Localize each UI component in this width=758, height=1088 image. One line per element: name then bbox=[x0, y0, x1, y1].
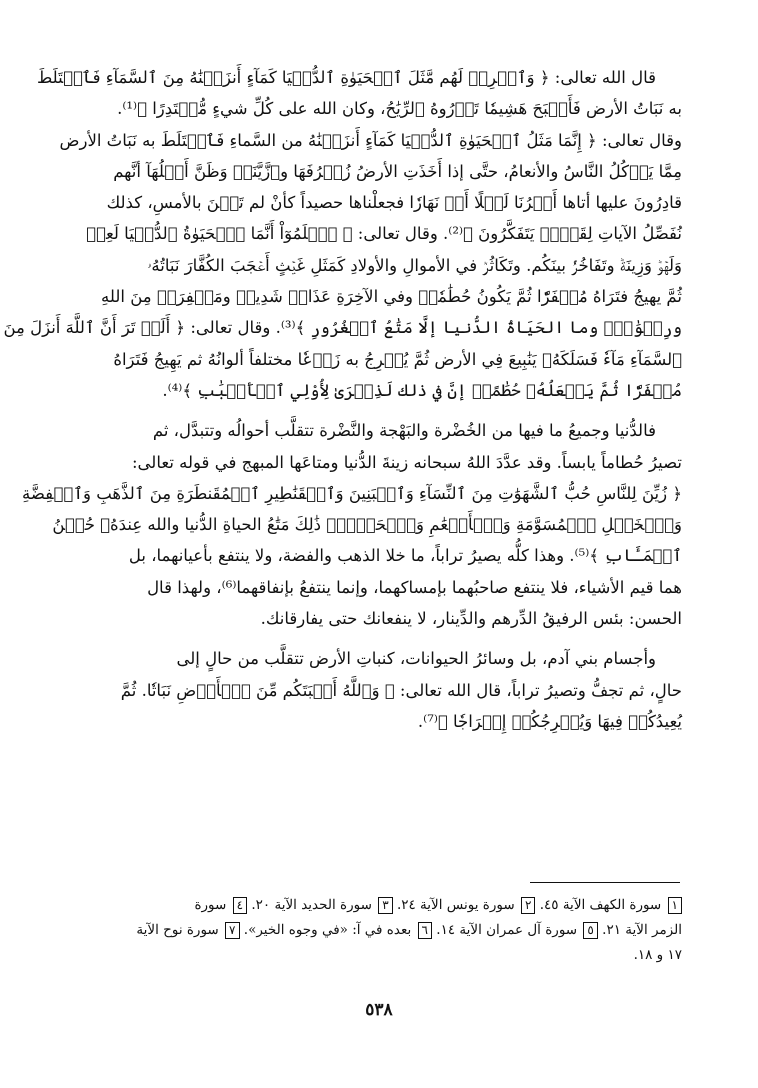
text-line: وأجسام بني آدم، بل وسائرُ الحيوانات، كنباتِ الأرض تتقلَّب من حالٍ إلى bbox=[176, 649, 656, 669]
footnote-text: سورة الكهف الآية ٤٥. bbox=[539, 897, 662, 913]
footnote-text: الزمر الآية ٢١. bbox=[602, 922, 682, 938]
text-line: وقال تعالى: ﴿ إِنَّمَا مَثَلُ ٱلۡحَيَوٰةِ ٱلدُّنۡيَا كَمَآءٍ أَنزَلۡنَٰهُ من السَّماءِ فَٱخۡتَلَطَ به نَبَاتُ الأرض bbox=[59, 130, 682, 150]
footnote-number: ٣ bbox=[378, 897, 392, 914]
text-line: فالدُّنيا وجميعُ ما فيها من الخُضْرة والبَهْجة والنَّضْرة تتقلَّب أحوالُه وتتبدَّل، ثم bbox=[152, 421, 656, 441]
text-line: قال الله تعالى: ﴿ وَٱضۡرِبۡ لَهُم مَّثَلَ ٱلۡحَيَوٰةِ ٱلدُّنۡيَا كَمَآءٍ أَنزَلۡنَٰهُ مِنَ ٱلسَّمَآءِ فَٱخۡتَلَطَ bbox=[37, 68, 656, 87]
page-number: ٥٣٨ bbox=[365, 1000, 393, 1020]
text-line: نُفَصِّلُ الآياتِ لِقَوۡمٖ يَتَفَكَّرُونَ ﴾⁽²⁾. وقال تعالى: ﴿ ٱعۡلَمُوٓاْ أَنَّمَا ٱلۡحَيَوٰةُ ٱلدُّنۡيَا لَعِبٞ bbox=[86, 224, 682, 244]
text-line: ورِضۡوَٰنٞۚ وما الحَيَاةُ الدُّنيا إلَّا مَتَٰعُ ٱلۡغُرُورِ ﴾⁽³⁾. وقال تعالى: ﴿ أَلَمۡ تَرَ أَنَّ ٱللَّهَ أَنزَلَ مِنَ bbox=[3, 318, 682, 338]
text-line: هما قيم الأشياء، فلا ينتفع صاحبُهما بإمساكهما، وإنما ينتفعُ بإنفاقهما⁽⁶⁾، ولهذا قال bbox=[147, 577, 682, 597]
footnote-number: ٥ bbox=[583, 922, 597, 939]
footnote-text: بعده في آ: «في وجوه الخير». bbox=[243, 922, 412, 938]
text-line: مُصۡفَرّٗا ثُمَّ يَجۡعَلُهُۥ حُطَٰمًاۚ إنَّ في ذلك لَذِكۡرَىٰ لِأُوْلِي ٱلۡأَلۡبَٰبِ ﴾⁽⁴⁾. bbox=[162, 380, 682, 400]
footnote-number: ٦ bbox=[418, 922, 432, 939]
footnote-line bbox=[78, 893, 682, 918]
text-line: مِمَّا يَأۡكُلُ النَّاسُ والأنعامُ، حتَّى إذا أَخَذَتِ الأرضُ زُخۡرُفَهَا وٱزَّيَّنَتۡ وَظَنَّ أَهۡلُهَآ أنَّهم bbox=[113, 161, 682, 181]
footnote-text: سورة يونس الآية ٢٤. bbox=[396, 897, 515, 913]
text-line: حالٍ، ثم تجفُّ وتصيرُ تراباً، قال الله تعالى: ﴿ وَٱللَّهُ أَنۢبَتَكُم مِّنَ ٱلۡأَرۡضِ نَبَاتٗا. ثُمَّ bbox=[120, 680, 682, 700]
footnote-number: ٤ bbox=[233, 897, 247, 914]
text-line: الحسن: بئس الرفيقُ الدِّرهم والدِّينار، لا ينفعانك حتى يفارقانك. bbox=[260, 609, 682, 629]
text-line: ثُمَّ يهيجُ فتَرَاهُ مُصۡفَرّٗا ثُمَّ يَكُونُ حُطَٰمٗاۖ وفي الآخِرَةِ عَذَابٞ شَدِيدٞ ومَغۡفِرَةٞ مِنَ اللهِ bbox=[101, 287, 682, 307]
text-line: يُعِيدُكُمۡ فِيهَا وَيُخۡرِجُكُمۡ إِخۡرَاجٗا ﴾⁽⁷⁾. bbox=[417, 711, 682, 731]
text-line: تصيرُ حُطاماً يابساً. وقد عدَّدَ اللهُ سبحانه زينةَ الدُّنيا ومتاعَها المبهج في قوله تعالى: bbox=[132, 452, 682, 472]
footnote-line bbox=[78, 918, 682, 943]
footnote-separator bbox=[530, 882, 680, 883]
main-text bbox=[3, 62, 682, 746]
footnote-number: ٧ bbox=[225, 922, 239, 939]
text-line: به نَبَاتُ الأرض فَأَصۡبَحَ هَشِيمٗا تَذۡرُوهُ ٱلرِّيَٰحُ، وكان الله على كُلِّ شيءٍ مُّقۡتَدِرًا ﴾⁽¹⁾. bbox=[117, 99, 682, 119]
text-line: ﴿ زُيِّنَ لِلنَّاسِ حُبُّ ٱلشَّهَوَٰتِ مِنَ ٱلنِّسَآءِ وَٱلۡبَنِينَ وَٱلۡقَنَٰطِيرِ ٱلۡمُقَنطَرَةِ مِنَ ٱلذَّهَبِ وَٱلۡفِضَّةِ bbox=[22, 483, 682, 503]
text-line: وَٱلۡخَيۡلِ ٱلۡمُسَوَّمَةِ وَٱلۡأَنۡعَٰمِ وَٱلۡحَرۡثِۗ ذَٰلِكَ مَتَٰعُ الحياةِ الدُّنيا والله عِندَهُۥ حُسۡنُ bbox=[52, 515, 682, 535]
footnote-text: ١٧ و ١٨. bbox=[633, 947, 682, 963]
footnote-number: ١ bbox=[668, 897, 682, 914]
footnote-line bbox=[78, 943, 682, 968]
paragraph bbox=[78, 643, 682, 737]
footnote-text: سورة آل عمران الآية ١٤. bbox=[436, 922, 578, 938]
paragraph bbox=[3, 62, 682, 406]
text-line: ٱلۡمَـَٔابِ ﴾⁽⁵⁾. وهذا كلُّه يصيرُ تراباً، ما خلا الذهب والفضة، ولا ينتفع بأعيانهما، بل bbox=[128, 546, 682, 566]
footnote-text: سورة bbox=[194, 897, 227, 913]
paragraph bbox=[22, 415, 682, 634]
text-line: قادِرُونَ عليها أتاها أَمۡرُنَا لَيۡلًا أَوۡ نَهَارٗا فجعلْناها حصيداً كأنْ لم تَغۡنَ بالأمسِ، كذلك bbox=[106, 193, 682, 213]
footnotes bbox=[78, 893, 682, 968]
footnote-number: ٢ bbox=[521, 897, 535, 914]
footnote-text: سورة نوح الآية bbox=[136, 922, 219, 938]
footnote-text: سورة الحديد الآية ٢٠. bbox=[251, 897, 372, 913]
text-line: ٱلسَّمَآءِ مَآءٗ فَسَلَكَهُۥ يَنَٰبِيعَ فِي الأرض ثُمَّ يُخۡرِجُ به زَرۡعٗا مختلفاً ألوانُهُ ثم يَهِيجُ فَتَرَاهُ bbox=[113, 349, 682, 369]
text-line: وَلَهۡوٞ وَزِينَةٞ وتَفَاخُرُۢ بينَكُم. وتَكَاثُرٞ في الأموالِ والأولادِ كَمَثَلِ غَيۡثٍ أَعۡجَبَ الكُفَّارَ نَبَاتُهُۥ bbox=[147, 255, 682, 275]
